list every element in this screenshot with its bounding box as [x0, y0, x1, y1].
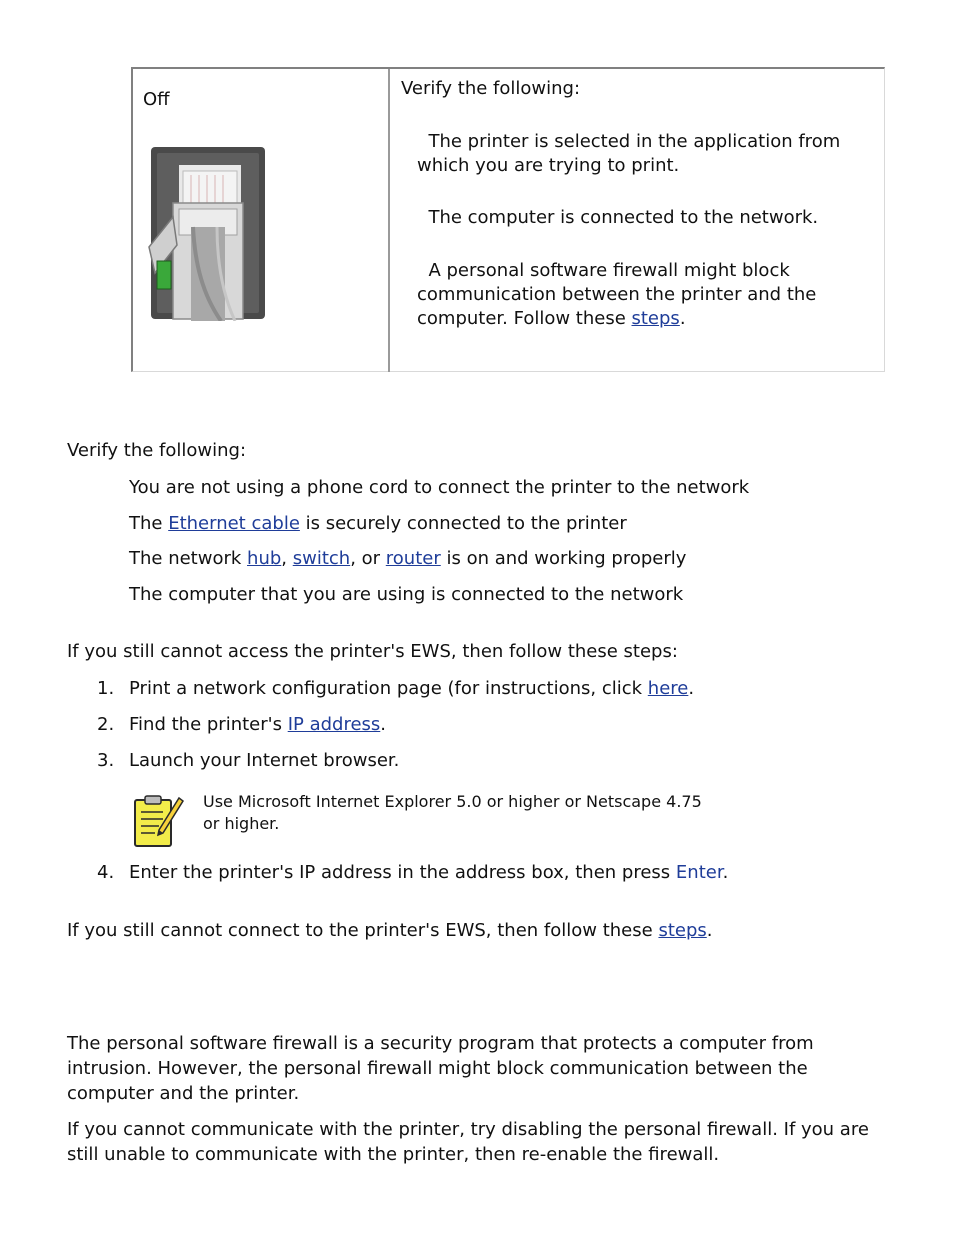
note-text: Use Microsoft Internet Explorer 5.0 or higher or Netscape 4.75 or higher.	[203, 792, 702, 833]
step-number: 3.	[97, 750, 115, 771]
enter-key-label: Enter	[675, 862, 723, 883]
step-text-end: .	[380, 714, 387, 735]
ews-outro	[67, 918, 713, 943]
check-text: The computer is connected to the network.	[428, 207, 819, 228]
verify-intro: Verify the following:	[401, 78, 581, 99]
list-item-computer-network: The computer that you are using is connected to the network	[129, 584, 684, 605]
status-table	[131, 67, 885, 372]
list-text: The	[129, 513, 169, 534]
list-text: is securely connected to the printer	[299, 513, 627, 534]
step-text: Find the printer's	[129, 714, 288, 735]
ews-intro: If you still cannot access the printer's EWS, then follow these steps:	[67, 641, 678, 662]
list-item-network-devices	[129, 548, 686, 569]
check-text-end: .	[679, 308, 686, 329]
outro-text-end: .	[706, 920, 713, 941]
network-connector-icon	[147, 145, 269, 321]
list-text: , or	[350, 548, 386, 569]
status-label: Off	[143, 89, 170, 110]
ip-address-link[interactable]: IP address	[287, 714, 381, 735]
step-enter-ip	[129, 862, 728, 883]
list-text: The network	[129, 548, 248, 569]
list-text: is on and working properly	[440, 548, 687, 569]
step-text-end: .	[722, 862, 729, 883]
step-text: Print a network configuration page (for instructions, click	[129, 678, 648, 699]
check-item-firewall	[417, 259, 867, 331]
switch-link[interactable]: switch	[292, 548, 351, 569]
here-link[interactable]: here	[647, 678, 689, 699]
status-cell-light	[133, 69, 390, 372]
check-text: The printer is selected in the application from which you are trying to print.	[417, 131, 841, 176]
step-print-config	[129, 678, 694, 699]
firewall-steps-link[interactable]: steps	[631, 308, 680, 329]
step-number: 1.	[97, 678, 115, 699]
status-cell-checks	[391, 69, 883, 372]
list-item-ethernet-cable	[129, 513, 627, 534]
outro-text: If you still cannot connect to the printer's EWS, then follow these	[67, 920, 659, 941]
check-item-printer-selected	[417, 130, 867, 178]
list-text: ,	[281, 548, 293, 569]
hub-link[interactable]: hub	[247, 548, 282, 569]
list-item-phone-cord: You are not using a phone cord to connect the printer to the network	[129, 477, 750, 498]
check-item-computer-connected	[417, 206, 867, 230]
ews-steps-link[interactable]: steps	[658, 920, 707, 941]
firewall-paragraph-2: If you cannot communicate with the printer, try disabling the personal firewall. If you are still unable to communicate with the printer, then re-enable the firewall.	[67, 1119, 869, 1165]
step-find-ip	[129, 714, 386, 735]
check-text: A personal software firewall might block communication between the printer and the computer. Follow these	[417, 260, 817, 329]
ethernet-cable-link[interactable]: Ethernet cable	[168, 513, 300, 534]
step-text-end: .	[688, 678, 695, 699]
network-intro: Verify the following:	[67, 440, 247, 461]
step-text: Enter the printer's IP address in the address box, then press	[129, 862, 676, 883]
step-launch-browser: Launch your Internet browser.	[129, 750, 400, 771]
firewall-paragraph-1: The personal software firewall is a security program that protects a computer from intrusion. However, the personal firewall might block communication between the computer and the printer.	[67, 1033, 814, 1104]
note-clipboard-icon	[133, 794, 185, 848]
router-link[interactable]: router	[385, 548, 441, 569]
step-number: 2.	[97, 714, 115, 735]
step-number: 4.	[97, 862, 115, 883]
